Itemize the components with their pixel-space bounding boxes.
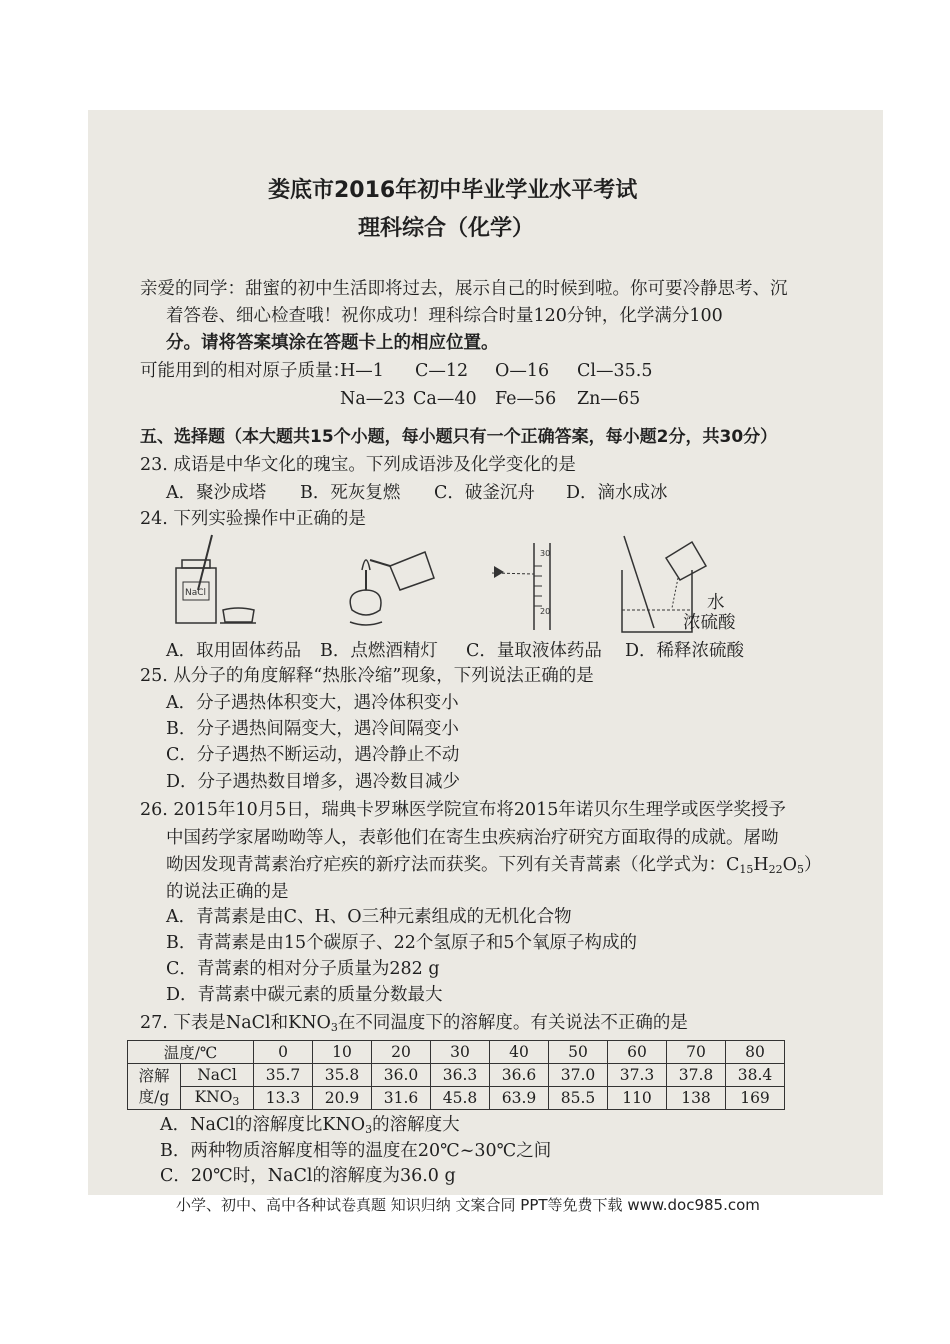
table-cell: 37.3	[608, 1064, 667, 1087]
figure-d-water-label: 水	[707, 593, 725, 613]
table-cell: 40	[490, 1041, 549, 1064]
q24-stem: 24. 下列实验操作中正确的是	[140, 509, 366, 529]
table-cell: 36.0	[372, 1064, 431, 1087]
q27-option-b: B．两种物质溶解度相等的温度在20℃~30℃之间	[160, 1141, 552, 1161]
figure-d-acid-label: 浓硫酸	[683, 613, 736, 633]
table-cell: 36.3	[431, 1064, 490, 1087]
solubility-table	[127, 1040, 785, 1110]
q23-option-c: C．破釜沉舟	[434, 483, 535, 503]
table-cell: 35.7	[254, 1064, 313, 1087]
figure-c-measuring-cylinder	[488, 538, 568, 638]
figure-c-tick-30: 30	[540, 549, 551, 558]
q25-option-d: D．分子遇热数目增多，遇冷数目减少	[166, 772, 461, 792]
table-cell: 60	[608, 1041, 667, 1064]
q24-option-d: D．稀释浓硫酸	[625, 641, 745, 661]
table-cell: 36.6	[490, 1064, 549, 1087]
figure-a-nacl-label: NaCl	[185, 588, 207, 598]
intro-line-2: 着答卷、细心检查哦！祝你成功！理科综合时量120分钟，化学满分100	[166, 306, 723, 326]
table-cell: 50	[549, 1041, 608, 1064]
table-cell: 0	[254, 1041, 313, 1064]
table-header-solubility: 溶解 度/g	[128, 1064, 181, 1110]
table-cell: 138	[667, 1087, 726, 1110]
q24-option-b: B．点燃酒精灯	[320, 641, 438, 661]
atomic-mass-h: H—1	[340, 361, 384, 381]
q26-line-4: 的说法正确的是	[166, 882, 289, 902]
figure-a-solid-sampling	[168, 530, 258, 630]
q27-option-a: A．NaCl的溶解度比$KNO_3$的溶解度大	[160, 1115, 460, 1136]
q23-option-b: B．死灰复燃	[300, 483, 401, 503]
table-row-label-kno3: $KNO_3$	[181, 1087, 254, 1110]
q26-line-1: 26. 2015年10月5日，瑞典卡罗琳医学院宣布将2015年诺贝尔生理学或医学奖授予	[140, 800, 786, 820]
table-cell: 80	[726, 1041, 785, 1064]
q26-option-d: D．青蒿素中碳元素的质量分数最大	[166, 985, 443, 1005]
atomic-mass-label: 可能用到的相对原子质量：	[140, 361, 350, 381]
figure-c-tick-20: 20	[540, 607, 551, 616]
footer-watermark-text: 小学、初中、高中各种试卷真题 知识归纳 文案合同 PPT等免费下载 www.doc985.com	[176, 1196, 760, 1214]
atomic-mass-c: C—12	[415, 361, 469, 381]
atomic-mass-zn: Zn—65	[577, 389, 641, 409]
table-row	[128, 1087, 785, 1110]
atomic-mass-na: Na—23	[340, 389, 406, 409]
figure-b-alcohol-lamp	[330, 530, 440, 635]
exam-title: 娄底市2016年初中毕业学业水平考试	[268, 178, 638, 203]
atomic-mass-cl: Cl—35.5	[577, 361, 653, 381]
table-cell: 20	[372, 1041, 431, 1064]
table-cell: 110	[608, 1087, 667, 1110]
q26-line-2: 中国药学家屠呦呦等人，表彰他们在寄生虫疾病治疗研究方面取得的成就。屠呦	[166, 828, 779, 848]
q25-option-a: A．分子遇热体积变大，遇冷体积变小	[166, 693, 459, 713]
table-cell: 85.5	[549, 1087, 608, 1110]
table-cell: 10	[313, 1041, 372, 1064]
table-cell: 13.3	[254, 1087, 313, 1110]
table-cell: 35.8	[313, 1064, 372, 1087]
q23-option-a: A．聚沙成塔	[166, 483, 267, 503]
exam-subtitle: 理科综合（化学）	[358, 216, 535, 241]
table-cell: 30	[431, 1041, 490, 1064]
q26-line-3: 呦因发现青蒿素治疗疟疾的新疗法而获奖。下列有关青蒿素（化学式为：$C_{15}H_{22}O_5$）	[166, 855, 822, 876]
intro-line-3: 分。请将答案填涂在答题卡上的相应位置。	[166, 333, 499, 353]
q27-option-c: C．20℃时，NaCl的溶解度为36.0 g	[160, 1166, 456, 1186]
atomic-mass-o: O—16	[495, 361, 550, 381]
q25-option-b: B．分子遇热间隔变大，遇冷间隔变小	[166, 719, 459, 739]
table-row	[128, 1064, 785, 1087]
q23-stem: 23. 成语是中华文化的瑰宝。下列成语涉及化学变化的是	[140, 455, 576, 475]
table-cell: 20.9	[313, 1087, 372, 1110]
q26-option-c: C．青蒿素的相对分子质量为282 g	[166, 959, 440, 979]
table-cell: 37.0	[549, 1064, 608, 1087]
table-header-temp: 温度/℃	[128, 1041, 254, 1064]
intro-line-1: 亲爱的同学：甜蜜的初中生活即将过去，展示自己的时候到啦。你可要冷静思考、沉	[140, 279, 788, 299]
q26-option-a: A．青蒿素是由C、H、O三种元素组成的无机化合物	[166, 907, 572, 927]
table-row	[128, 1041, 785, 1064]
q26-option-b: B．青蒿素是由15个碳原子、22个氢原子和5个氧原子构成的	[166, 933, 638, 953]
section-heading: 五、选择题（本大题共15个小题，每小题只有一个正确答案，每小题2分，共30分）	[140, 427, 778, 447]
q24-option-a: A．取用固体药品	[166, 641, 302, 661]
atomic-mass-fe: Fe—56	[495, 389, 557, 409]
q27-stem: 27. 下表是NaCl和$KNO_3$在不同温度下的溶解度。有关说法不正确的是	[140, 1013, 688, 1034]
q25-option-c: C．分子遇热不断运动，遇冷静止不动	[166, 745, 460, 765]
table-cell: 31.6	[372, 1087, 431, 1110]
q25-stem: 25. 从分子的角度解释“热胀冷缩”现象，下列说法正确的是	[140, 666, 594, 686]
atomic-mass-ca: Ca—40	[413, 389, 477, 409]
q24-option-c: C．量取液体药品	[466, 641, 602, 661]
table-cell: 38.4	[726, 1064, 785, 1087]
q23-option-d: D．滴水成冰	[566, 483, 668, 503]
table-cell: 169	[726, 1087, 785, 1110]
table-cell: 45.8	[431, 1087, 490, 1110]
table-row-label-nacl: NaCl	[181, 1064, 254, 1087]
table-cell: 37.8	[667, 1064, 726, 1087]
table-cell: 63.9	[490, 1087, 549, 1110]
table-cell: 70	[667, 1041, 726, 1064]
